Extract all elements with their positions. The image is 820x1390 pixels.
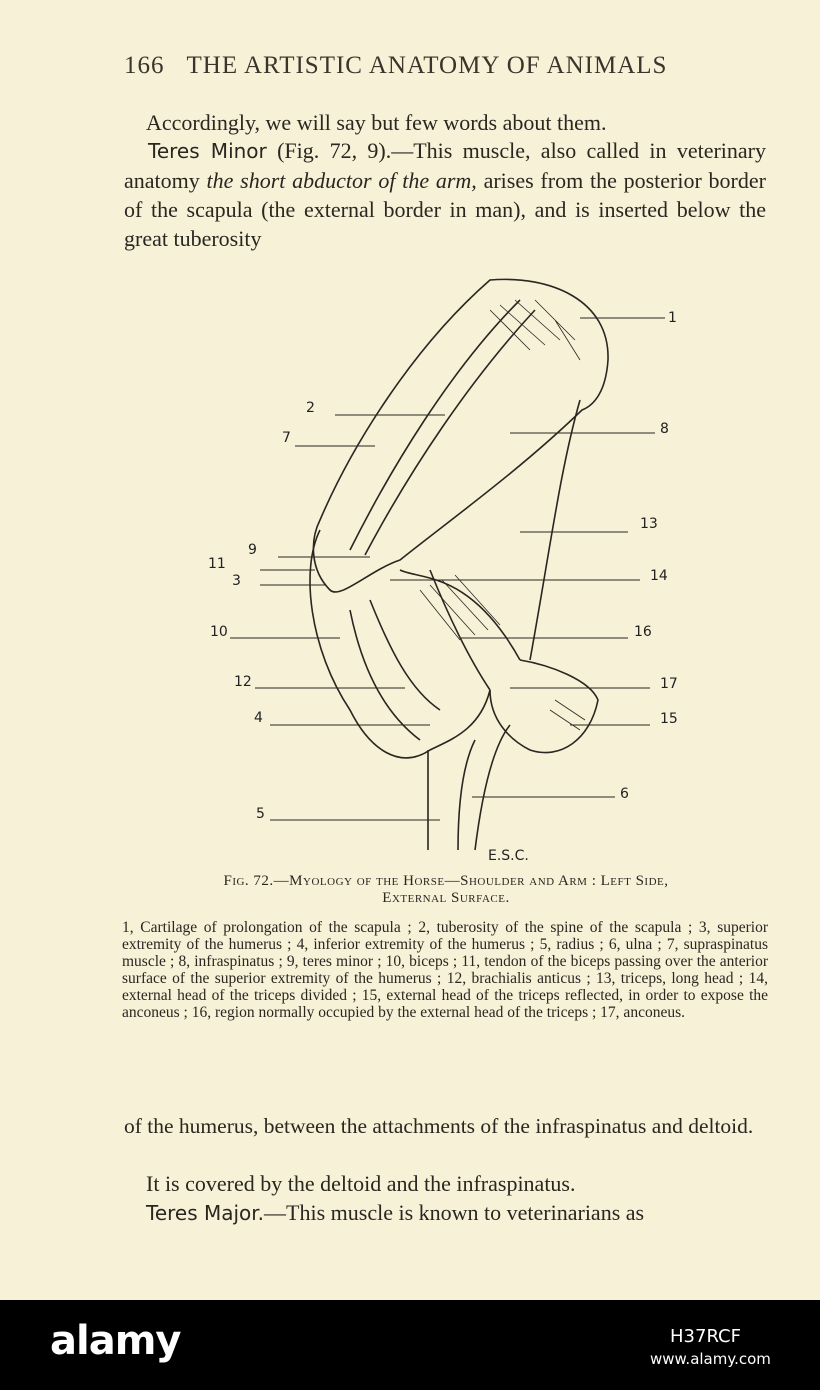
- paragraph-continuation: of the humerus, between the attachments of the infraspinatus and deltoid.: [124, 1114, 754, 1138]
- fig-label: 6: [620, 786, 629, 802]
- fig-label: 17: [660, 676, 678, 692]
- section-heading: Teres Minor: [148, 139, 267, 163]
- fig-label: 9: [248, 542, 257, 558]
- alamy-logo: alamy: [50, 1318, 181, 1364]
- page-number: 166: [124, 52, 165, 79]
- figure-signature: E.S.C.: [488, 848, 529, 864]
- fig-label: 3: [232, 573, 241, 589]
- fig-label: 2: [306, 400, 315, 416]
- scapula-outline: [313, 279, 608, 592]
- stock-url: www.alamy.com: [650, 1350, 771, 1368]
- fig-label: 16: [634, 624, 652, 640]
- fig-label: 11: [208, 556, 226, 572]
- fig-label: 12: [234, 674, 252, 690]
- fig-label: 15: [660, 711, 678, 727]
- paragraph-teres-minor: [124, 136, 766, 253]
- paragraph-text: Accordingly, we will say but few words about them.: [146, 110, 607, 135]
- running-title: THE ARTISTIC ANATOMY OF ANIMALS: [186, 52, 668, 79]
- fig-label: 10: [210, 624, 228, 640]
- figure-caption: [122, 873, 770, 907]
- running-header: [124, 52, 724, 80]
- paragraph-text: arises from the posterior border of the scapula (the external border in man), and is inserted below the great tuberosity: [124, 168, 766, 251]
- paragraph-text: (Fig. 72, 9).—This muscle, also called in veterinary anatomy: [124, 138, 767, 193]
- caption-line: External Surface.: [382, 890, 510, 906]
- fig-label: 8: [660, 421, 669, 437]
- paragraph-text: —This muscle is known to veterinarians as: [264, 1200, 645, 1225]
- figure-legend: 1, Cartilage of prolongation of the scapula ; 2, tuberosity of the spine of the scapula ; 3, superior extremity of the humerus ; 4, inferior extremity of the humerus ; 5, radius ; 6, ulna ; 7, supraspinatus muscle ; 8, infraspinatus ; 9, teres minor ; 10, biceps ; 11, tendon of the biceps passing over the anterior surface of the superior extremity of the humerus ; 12, brachialis anticus ; 13, triceps, long head ; 14, external head of the triceps divided ; 15, external head of the triceps reflected, in order to expose the anconeus ; 16, region normally occupied by the external head of the triceps ; 17, anconeus.: [122, 919, 768, 1021]
- fig-label: 5: [256, 806, 265, 822]
- fig-label: 1: [668, 310, 677, 326]
- caption-line: Fig. 72.—Myology of the Horse—Shoulder and Arm : Left Side,: [223, 873, 669, 889]
- italic-term: the short abductor of the arm,: [206, 168, 477, 193]
- fig-label: 7: [282, 430, 291, 446]
- anatomical-figure: [190, 270, 690, 870]
- fig-label: 13: [640, 516, 658, 532]
- scapular-spine: [350, 300, 520, 550]
- image-id: H37RCF: [670, 1326, 741, 1347]
- fig-label: 14: [650, 568, 668, 584]
- paragraph-intro: [124, 108, 766, 137]
- fig-label: 4: [254, 710, 263, 726]
- section-heading: Teres Major.: [146, 1201, 265, 1225]
- paragraph-covered: It is covered by the deltoid and the infraspinatus.: [146, 1171, 576, 1196]
- paragraph-teres-major: [124, 1198, 766, 1228]
